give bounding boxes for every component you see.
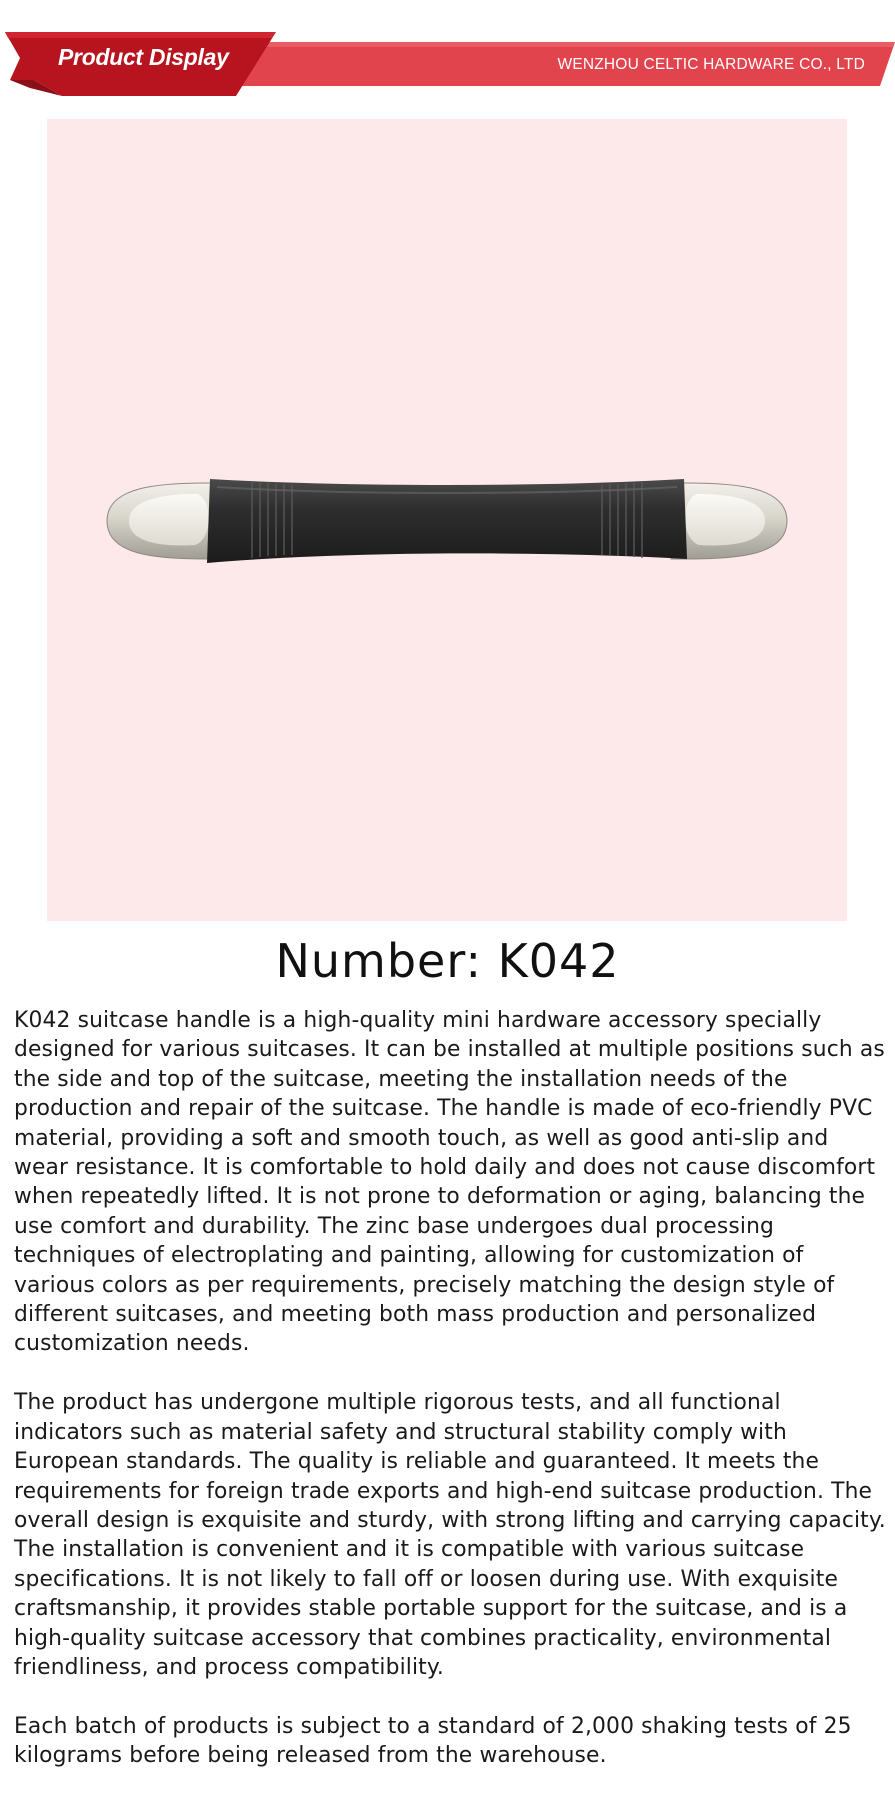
company-name: WENZHOU CELTIC HARDWARE CO., LTD xyxy=(557,56,865,73)
suitcase-handle-image xyxy=(47,119,847,921)
description-paragraph: K042 suitcase handle is a high-quality mini hardware accessory specially designed for various suitcases. It can be installed at multiple positions such as the side and top of the suitcase, meeting the installation needs of the production and repair of the suitcase. The handle is made of eco-friendly PVC material, providing a soft and smooth touch, as well as good anti-slip and wear resistance. It is comfortable to hold daily and does not cause discomfort when repeatedly lifted. It is not prone to deformation or aging, balancing the use comfort and durability. The zinc base undergoes dual processing techniques of electroplating and painting, allowing for customization of various colors as per requirements, precisely matching the design style of different suitcases, and meeting both mass production and personalized customization needs. xyxy=(14,1008,885,1357)
description-paragraph: Each batch of products is subject to a standard of 2,000 shaking tests of 25 kilograms before being released from the warehouse. xyxy=(14,1713,852,1769)
description-paragraph: The product has undergone multiple rigorous tests, and all functional indicators such as material safety and structural stability comply with European standards. The quality is reliable and guaranteed. It meets the requirements for foreign trade exports and high-end suitcase production. The overall design is exquisite and sturdy, with strong lifting and carrying capacity. The installation is convenient and it is compatible with various suitcase specifications. It is not likely to fall off or loosen during use. With exquisite craftsmanship, it provides stable portable support for the suitcase, and is a high-quality suitcase accessory that combines practicality, environmental friendliness, and process compatibility. xyxy=(14,1390,886,1681)
product-image-panel xyxy=(47,119,847,921)
product-description xyxy=(14,1006,886,1800)
header-banner xyxy=(0,0,895,100)
section-title: Product Display xyxy=(58,44,229,70)
product-number-title: Number: K042 xyxy=(275,934,620,988)
